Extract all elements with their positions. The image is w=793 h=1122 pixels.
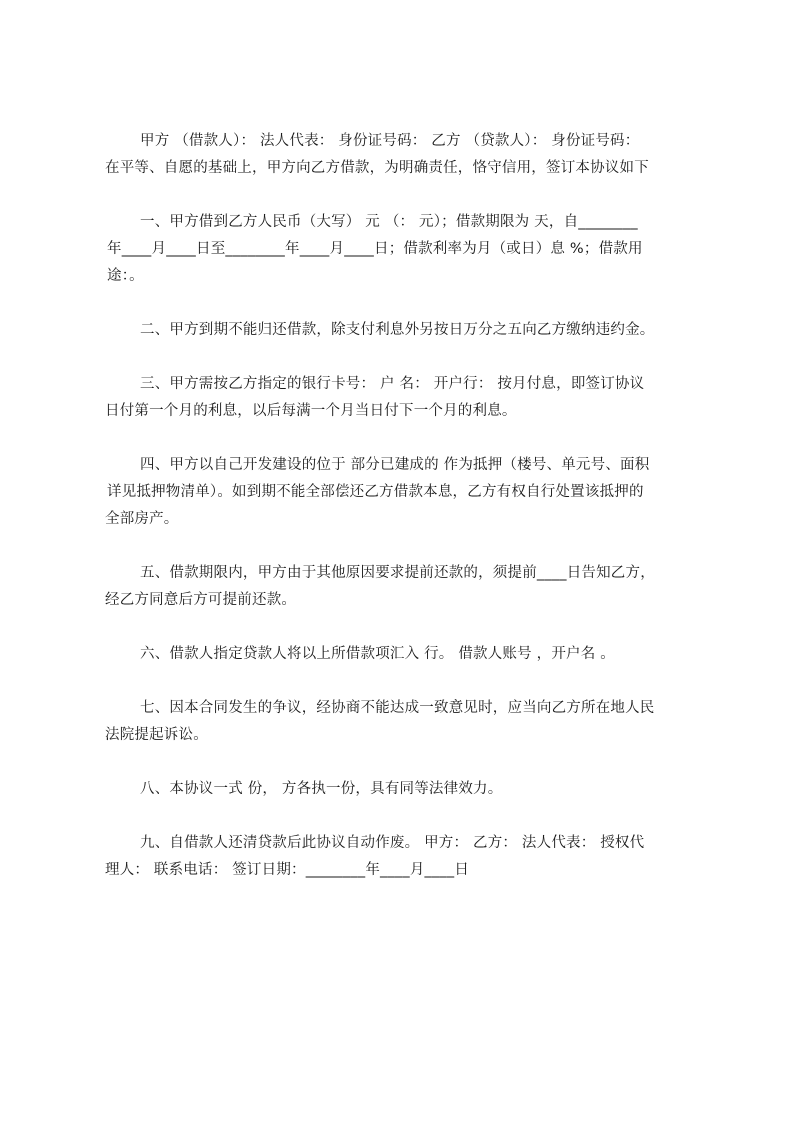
clause-4-line-3: 全部房产。	[105, 511, 179, 527]
clause-1-line-2: 年____月____日至________年____月____日；借款利率为月（或日）息 %；借款用	[107, 241, 643, 257]
clause-3-line-1: 三、甲方需按乙方指定的银行卡号： 户 名： 开户行： 按月付息，即签订协议	[140, 376, 645, 392]
clause-9-line-2: 理人： 联系电话： 签订日期：________年____月____日	[105, 862, 470, 878]
clause-8: 八、本协议一式 份， 方各执一份，具有同等法律效力。	[140, 781, 503, 797]
clause-5-line-1: 五、借款期限内，甲方由于其他原因要求提前还款的，须提前____日告知乙方，	[140, 565, 655, 581]
clause-1-line-3: 途：。	[107, 268, 144, 284]
clause-7-line-1: 七、因本合同发生的争议，经协商不能达成一致意见时，应当向乙方所在地人民	[140, 700, 655, 716]
clause-2: 二、甲方到期不能归还借款，除支付利息外另按日万分之五向乙方缴纳违约金。	[140, 322, 655, 338]
clause-6: 六、借款人指定贷款人将以上所借款项汇入 行。 借款人账号 ，开户名 。	[140, 646, 615, 662]
clause-3-line-2: 日付第一个月的利息，以后每满一个月当日付下一个月的利息。	[105, 403, 517, 419]
clause-5-line-2: 经乙方同意后方可提前还款。	[105, 592, 297, 608]
intro-parties: 甲方 （借款人）： 法人代表： 身份证号码： 乙方 （贷款人）： 身份证号码：	[140, 133, 640, 149]
clause-9-line-1: 九、自借款人还清贷款后此协议自动作废。 甲方： 乙方： 法人代表： 授权代	[140, 835, 645, 851]
clause-4-line-1: 四、甲方以自己开发建设的位于 部分已建成的 作为抵押（楼号、单元号、面积	[140, 457, 650, 473]
clause-1-line-1: 一、甲方借到乙方人民币（大写） 元 （： 元）；借款期限为 天，自________	[140, 214, 638, 230]
clause-4-line-2: 详见抵押物清单）。如到期不能全部偿还乙方借款本息，乙方有权自行处置该抵押的	[107, 484, 644, 500]
intro-purpose: 在平等、自愿的基础上，甲方向乙方借款，为明确责任，恪守信用，签订本协议如下	[105, 160, 649, 176]
clause-7-line-2: 法院提起诉讼。	[105, 727, 208, 743]
